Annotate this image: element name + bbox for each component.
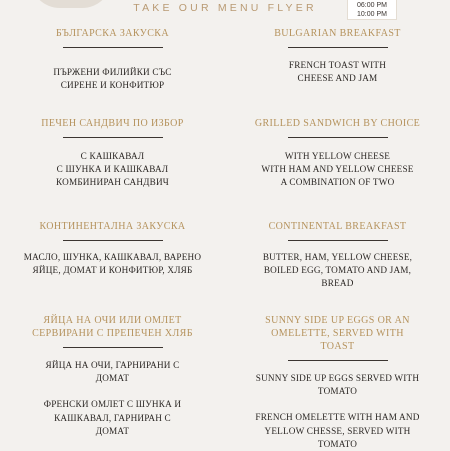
menu-item: WITH HAM AND YELLOW CHEESE (261, 164, 414, 175)
section-items (13, 251, 213, 277)
section-divider (63, 47, 163, 48)
section-heading: ЯЙЦА НА ОЧИ ИЛИ ОМЛЕТ СЕРВИРАНИ С ПРЕПЕЧЕН ХЛЯБ (32, 315, 193, 339)
section-heading: CONTINENTAL BREAKFAST (268, 221, 407, 232)
section-heading: БЪЛГАРСКА ЗАКУСКА (55, 28, 169, 39)
section-items (225, 150, 450, 190)
section-continental-breakfast-en (225, 220, 450, 291)
section-divider (288, 137, 388, 138)
section-eggs-omelette-en (225, 314, 450, 451)
section-items (43, 359, 183, 438)
section-eggs-omelette-bg (0, 314, 225, 438)
section-divider (63, 240, 163, 241)
section-grilled-sandwich-bg (0, 117, 225, 190)
menu-item: С ШУНКА И КАШКАВАЛ (56, 164, 169, 175)
section-divider (63, 347, 163, 348)
section-grilled-sandwich-en (225, 117, 450, 190)
hours-close: 10:00 PM (357, 11, 387, 18)
section-items (273, 59, 403, 85)
menu-item: FRENCH OMELETTE WITH HAM AND YELLOW CHESSE, SERVED WITH TOMATO (255, 412, 420, 449)
section-items (38, 66, 188, 92)
section-heading: GRILLED SANDWICH BY CHOICE (254, 118, 421, 129)
section-divider (288, 360, 388, 361)
section-bulgarian-breakfast-en (225, 27, 450, 85)
section-items (0, 150, 225, 190)
menu-item: КОМБИНИРАН САНДВИЧ (56, 177, 169, 188)
section-bulgarian-breakfast-bg (0, 27, 225, 92)
menu-item: SUNNY SIDE UP EGGS SERVED WITH TOMATO (255, 373, 420, 397)
section-heading: КОНТИНЕНТАЛНА ЗАКУСКА (39, 221, 186, 232)
section-items (248, 372, 428, 451)
menu-item: A COMBINATION OF TWO (280, 177, 395, 188)
menu-item: ЯЙЦА НА ОЧИ, ГАРНИРАНИ С ДОМАТ (45, 360, 180, 384)
section-heading: BULGARIAN BREAKFAST (274, 28, 401, 39)
menu-item: МАСЛО, ШУНКА, КАШКАВАЛ, ВАРЕНО ЯЙЦЕ, ДОМАТ И КОНФИТЮР, ХЛЯБ (23, 252, 202, 276)
hours-open: 06:00 PM (357, 2, 387, 9)
menu-item: ФРЕНСКИ ОМЛЕТ С ШУНКА И КАШКАВАЛ, ГАРНИРАН С ДОМАТ (43, 399, 182, 436)
menu-item: FRENCH TOAST WITH CHEESE AND JAM (288, 60, 387, 84)
opening-hours-box (347, 0, 397, 20)
section-divider (288, 240, 388, 241)
section-items (248, 251, 428, 291)
menu-item: ПЪРЖЕНИ ФИЛИЙКИ СЪС СИРЕНЕ И КОНФИТЮР (53, 67, 172, 91)
flyer-title: TAKE OUR MENU FLYER (133, 2, 317, 14)
section-heading: ПЕЧЕН САНДВИЧ ПО ИЗБОР (41, 118, 184, 129)
section-continental-breakfast-bg (0, 220, 225, 277)
section-divider (288, 47, 388, 48)
menu-item: BUTTER, HAM, YELLOW CHEESE, BOILED EGG, TOMATO AND JAM, BREAD (262, 252, 413, 289)
section-heading: SUNNY SIDE UP EGGS OR AN OMELETTE, SERVED WITH TOAST (265, 315, 410, 352)
menu-item: WITH YELLOW CHEESE (284, 151, 391, 161)
menu-item: С КАШКАВАЛ (80, 151, 145, 161)
section-divider (63, 137, 163, 138)
